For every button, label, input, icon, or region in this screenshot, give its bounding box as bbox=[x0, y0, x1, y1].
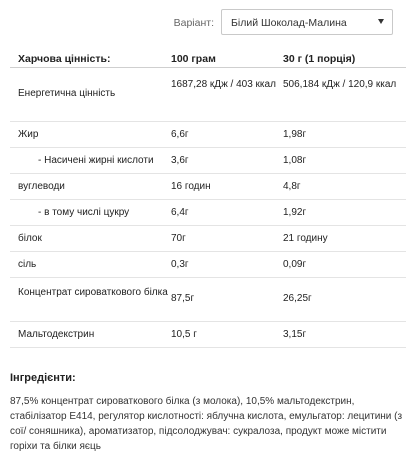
row-per-portion: 21 годину bbox=[283, 233, 328, 244]
header-per-100g: 100 грам bbox=[171, 53, 216, 65]
row-name: Жир bbox=[18, 129, 39, 140]
row-per-100g: 87,5г bbox=[171, 293, 195, 304]
ingredients-section bbox=[10, 371, 408, 454]
row-name: Концентрат сироваткового білка bbox=[18, 287, 168, 298]
row-per-portion: 26,25г bbox=[283, 293, 312, 304]
table-row bbox=[10, 200, 406, 226]
nutrition-table bbox=[10, 46, 406, 348]
row-per-100g: 3,6г bbox=[171, 155, 189, 166]
table-row bbox=[10, 148, 406, 174]
row-per-100g: 16 годин bbox=[171, 181, 211, 192]
row-name: сіль bbox=[18, 259, 37, 270]
row-per-portion: 4,8г bbox=[283, 181, 301, 192]
row-per-100g: 70г bbox=[171, 233, 186, 244]
table-row bbox=[10, 322, 406, 348]
row-per-100g: 6,4г bbox=[171, 207, 189, 218]
row-name: вуглеводи bbox=[18, 181, 65, 192]
row-per-portion: 506,184 кДж / 120,9 ккал bbox=[283, 79, 397, 90]
table-row bbox=[10, 68, 406, 122]
ingredients-title: Інгредієнти: bbox=[10, 372, 76, 384]
row-per-portion: 1,92г bbox=[283, 207, 307, 218]
row-per-portion: 1,98г bbox=[283, 129, 307, 140]
header-nutrition-value: Харчова цінність: bbox=[18, 53, 111, 65]
row-name: - в тому числі цукру bbox=[38, 207, 130, 218]
row-name: - Насичені жирні кислоти bbox=[38, 155, 154, 166]
header-per-portion: 30 г (1 порція) bbox=[283, 53, 356, 65]
table-row bbox=[10, 278, 406, 322]
row-per-100g: 0,3г bbox=[171, 259, 189, 270]
table-row bbox=[10, 226, 406, 252]
row-name: Мальтодекстрин bbox=[18, 329, 95, 340]
table-header bbox=[10, 46, 406, 68]
table-row bbox=[10, 122, 406, 148]
row-per-portion: 0,09г bbox=[283, 259, 307, 270]
variant-selector-row bbox=[0, 9, 417, 37]
row-per-portion: 1,08г bbox=[283, 155, 307, 166]
table-row bbox=[10, 174, 406, 200]
row-per-100g: 10,5 г bbox=[171, 329, 197, 340]
row-name: Енергетична цінність bbox=[18, 88, 116, 99]
row-per-100g: 6,6г bbox=[171, 129, 189, 140]
variant-selected-value: Білий Шоколад-Малина bbox=[231, 17, 347, 29]
variant-select[interactable] bbox=[221, 9, 393, 35]
variant-label: Варіант: bbox=[173, 17, 214, 29]
row-name: білок bbox=[18, 233, 42, 244]
table-row bbox=[10, 252, 406, 278]
caret-down-icon bbox=[378, 19, 384, 24]
ingredients-text: 87,5% концентрат сироваткового білка (з молока), 10,5% мальтодекстрин, стабілізатор Е414, регулятор кислотності: яблучна кислота, емульгатор: лецитини (з сої/ соняшника), ароматизатор, підсолоджувач: сукралоза, продукт може містити горіхи та білки яєць bbox=[10, 396, 403, 452]
row-per-100g: 1687,28 кДж / 403 ккал bbox=[171, 79, 276, 90]
row-per-portion: 3,15г bbox=[283, 329, 307, 340]
